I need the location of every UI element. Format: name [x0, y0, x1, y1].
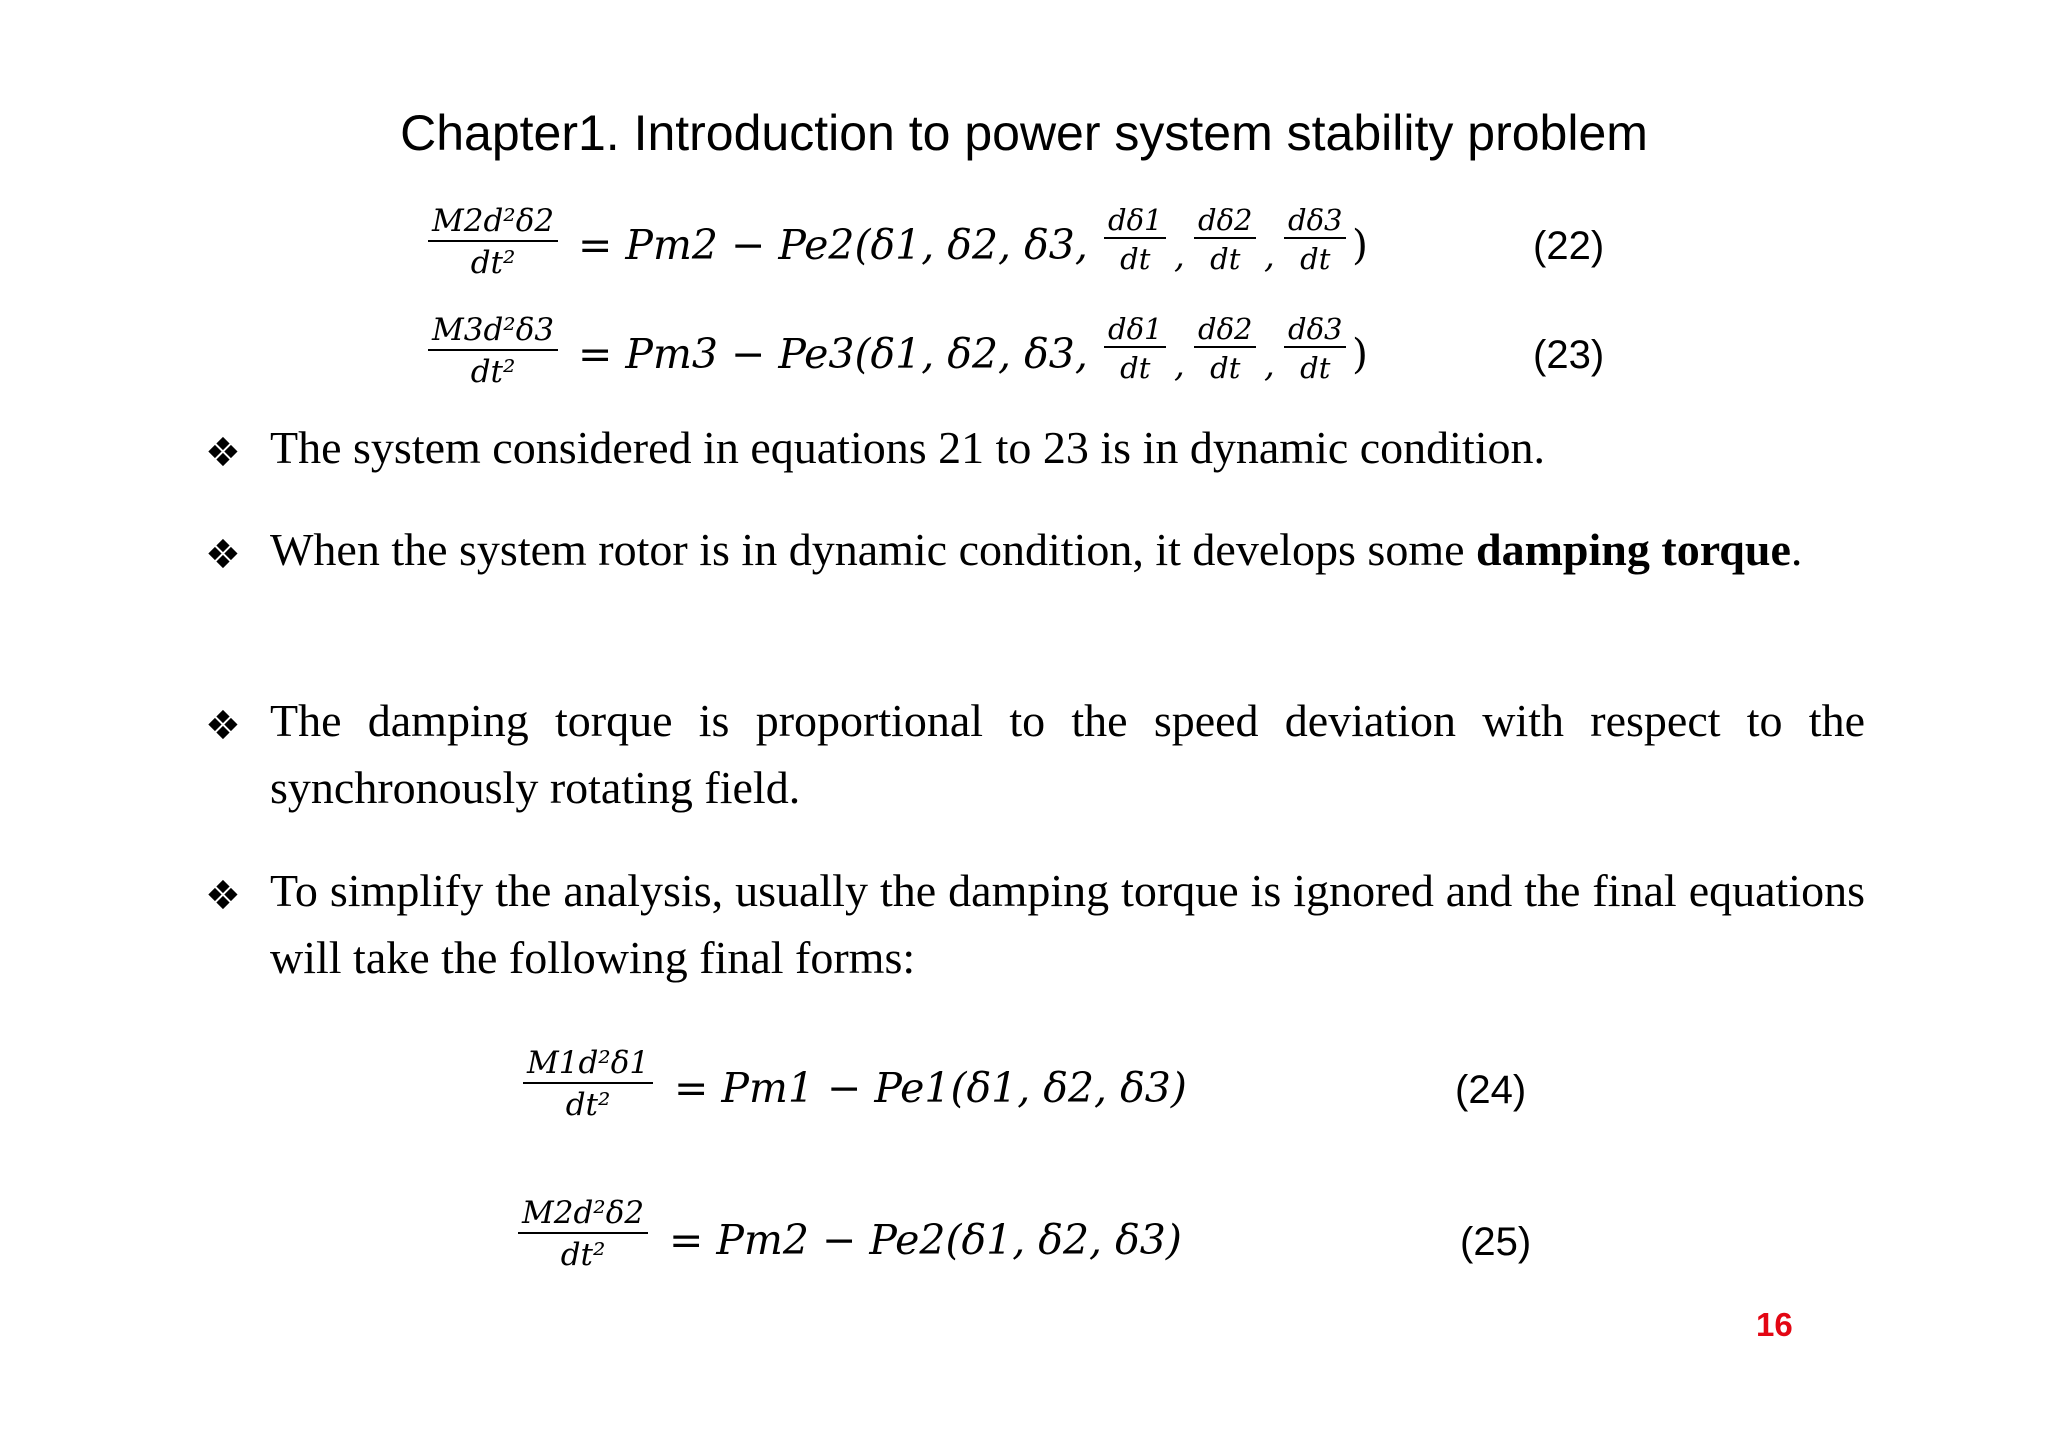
- eq23-ddelta3-fraction: [1284, 313, 1346, 386]
- eq22-lhs-numerator: M2d²δ2: [432, 203, 555, 239]
- eq23-ddelta1-fraction: [1104, 313, 1166, 386]
- eq22-comma-2: ,: [1264, 236, 1275, 276]
- eq24-lhs-numerator: M1d²δ1: [527, 1045, 650, 1081]
- bullet-3-text: The damping torque is proportional to the speed deviation with respect to the synchronously rotating field.: [270, 695, 1865, 813]
- eq23-ddelta1-den: dt: [1120, 351, 1151, 386]
- equation-22: [0, 200, 2048, 310]
- eq25-lhs-denominator: dt²: [560, 1236, 606, 1273]
- equation-23: [0, 309, 2048, 419]
- page-number: 16: [1756, 1306, 1793, 1343]
- eq22-close-paren: ): [1352, 221, 1368, 269]
- eq23-lhs-fraction: [428, 313, 558, 390]
- bullet-4-text: To simplify the analysis, usually the damping torque is ignored and the final equations will take the following final forms:: [270, 865, 1865, 983]
- eq22-ddelta3-den: dt: [1300, 242, 1331, 277]
- eq22-ddelta2-num: dδ2: [1198, 203, 1253, 237]
- eq24-number: (24): [1455, 1068, 1527, 1112]
- eq22-ddelta1-num: dδ1: [1108, 203, 1163, 237]
- eq22-comma-1: ,: [1174, 236, 1185, 276]
- eq23-ddelta3-den: dt: [1300, 351, 1331, 386]
- bullet-2-diamond-icon: ❖: [205, 532, 241, 578]
- bullet-3-diamond-icon: ❖: [205, 703, 241, 749]
- eq22-lhs-denominator: dt²: [470, 244, 516, 281]
- eq23-ddelta3-num: dδ3: [1288, 312, 1343, 346]
- bullet-4-diamond-icon: ❖: [205, 873, 241, 919]
- eq22-ddelta1-den: dt: [1120, 242, 1151, 277]
- eq23-comma-1: ,: [1174, 345, 1185, 385]
- eq22-number: (22): [1533, 224, 1605, 268]
- bullet-2: [205, 516, 1865, 583]
- eq23-ddelta2-den: dt: [1210, 351, 1241, 386]
- eq24-lhs-fraction: [523, 1046, 653, 1123]
- bullet-2-bold-term: damping torque: [1476, 524, 1791, 575]
- eq23-number: (23): [1533, 333, 1605, 377]
- eq23-ddelta1-num: dδ1: [1108, 312, 1163, 346]
- bullet-4: [205, 857, 1865, 991]
- eq25-lhs-numerator: M2d²δ2: [522, 1195, 645, 1231]
- eq25-lhs-fraction: [518, 1196, 648, 1273]
- eq23-close-paren: ): [1352, 330, 1368, 378]
- eq24-rhs: = Pm1 − Pe1(δ1, δ2, δ3): [674, 1064, 1187, 1112]
- eq22-lhs-fraction: [428, 204, 558, 281]
- eq25-number: (25): [1460, 1220, 1532, 1264]
- eq23-ddelta2-fraction: [1194, 313, 1256, 386]
- equation-25: [0, 1196, 2048, 1306]
- eq23-rhs: = Pm3 − Pe3(δ1, δ2, δ3,: [578, 330, 1088, 378]
- bullet-1-diamond-icon: ❖: [205, 430, 241, 476]
- equation-24: [0, 1046, 2048, 1156]
- bullet-2-text-pre: When the system rotor is in dynamic condition, it develops some: [270, 524, 1477, 575]
- bullet-2-text-post: .: [1790, 524, 1803, 575]
- eq22-ddelta2-fraction: [1194, 204, 1256, 277]
- eq22-ddelta3-num: dδ3: [1288, 203, 1343, 237]
- bullet-3: [205, 687, 1865, 821]
- bullet-2-text: [270, 516, 1865, 583]
- eq22-ddelta3-fraction: [1284, 204, 1346, 277]
- eq23-comma-2: ,: [1264, 345, 1275, 385]
- eq23-ddelta2-num: dδ2: [1198, 312, 1253, 346]
- eq25-rhs: = Pm2 − Pe2(δ1, δ2, δ3): [669, 1216, 1182, 1264]
- eq23-lhs-numerator: M3d²δ3: [432, 312, 555, 348]
- bullet-1-text: The system considered in equations 21 to 23 is in dynamic condition.: [270, 422, 1546, 473]
- eq22-ddelta2-den: dt: [1210, 242, 1241, 277]
- eq24-lhs-denominator: dt²: [565, 1086, 611, 1123]
- eq23-lhs-denominator: dt²: [470, 353, 516, 390]
- eq22-rhs: = Pm2 − Pe2(δ1, δ2, δ3,: [578, 221, 1088, 269]
- slide-title: Chapter1. Introduction to power system stability problem: [400, 105, 1648, 161]
- eq22-ddelta1-fraction: [1104, 204, 1166, 277]
- bullet-1: [205, 414, 1865, 481]
